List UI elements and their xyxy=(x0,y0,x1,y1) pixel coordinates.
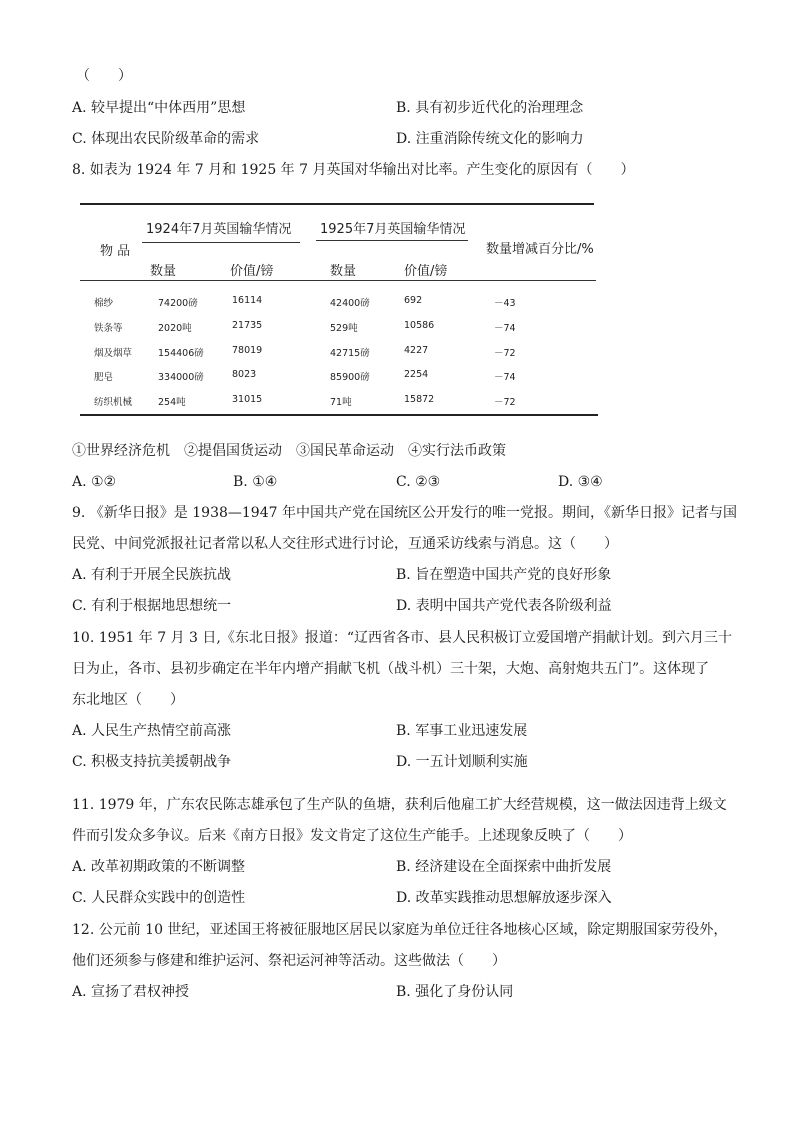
table-group2-underline xyxy=(316,240,468,241)
q8-option-c[interactable]: C. ②③ xyxy=(396,474,441,490)
q8-option-d[interactable]: D. ③④ xyxy=(558,474,603,490)
q10-option-d[interactable]: D. 一五计划顺利实施 xyxy=(396,754,528,770)
cell-change: －43 xyxy=(494,298,516,309)
cell-val-1924: 31015 xyxy=(232,394,263,405)
cell-val-1925: 15872 xyxy=(404,394,435,405)
q10-stem-line1: 10. 1951 年 7 月 3 日,《东北日报》报道：“辽西省各市、县人民积极订立爱国增产捐献计划。到六月三十 xyxy=(72,630,733,646)
q7-option-d[interactable]: D. 注重消除传统文化的影响力 xyxy=(396,131,584,147)
cell-item: 棉纱 xyxy=(94,298,114,309)
cell-qty-1924: 2020吨 xyxy=(158,323,192,334)
cell-qty-1925: 42715磅 xyxy=(330,348,370,359)
table-top-rule xyxy=(80,203,594,205)
table-subheader-val-1925: 价值/镑 xyxy=(404,264,448,279)
cell-change: －74 xyxy=(494,323,516,334)
table-header-rule xyxy=(80,280,596,281)
q8-stem: 8. 如表为 1924 年 7 月和 1925 年 7 月英国对华输出对比率。产生变化的原因有（ ） xyxy=(72,162,635,178)
cell-qty-1925: 529吨 xyxy=(330,323,358,334)
cell-change: －72 xyxy=(494,397,516,408)
q12-stem-line2: 他们还须参与修建和维护运河、祭祀运河神等活动。这些做法（ ） xyxy=(72,953,506,969)
q10-option-a[interactable]: A. 人民生产热情空前高涨 xyxy=(72,723,232,739)
q8-option-b[interactable]: B. ①④ xyxy=(233,474,278,490)
q9-option-a[interactable]: A. 有利于开展全民族抗战 xyxy=(72,567,232,583)
cell-val-1925: 692 xyxy=(404,295,423,306)
q7-paren: （ ） xyxy=(76,68,132,84)
q9-option-c[interactable]: C. 有利于根据地思想统一 xyxy=(72,598,232,614)
q8-option-a[interactable]: A. ①② xyxy=(72,474,117,490)
q7-option-b[interactable]: B. 具有初步近代化的治理理念 xyxy=(396,100,584,116)
q12-stem-line1: 12. 公元前 10 世纪，亚述国王将被征服地区居民以家庭为单位迁往各地核心区域，除定期服国家劳役外， xyxy=(72,922,728,938)
table-group1-underline xyxy=(142,242,300,243)
q10-stem-line3: 东北地区（ ） xyxy=(72,692,184,708)
q8-statements: ①世界经济危机 ②提倡国货运动 ③国民革命运动 ④实行法币政策 xyxy=(72,443,506,459)
cell-qty-1925: 42400磅 xyxy=(330,298,370,309)
q11-option-c[interactable]: C. 人民群众实践中的创造性 xyxy=(72,890,246,906)
cell-val-1925: 2254 xyxy=(404,369,429,380)
cell-qty-1925: 85900磅 xyxy=(330,372,370,383)
q11-option-b[interactable]: B. 经济建设在全面探索中曲折发展 xyxy=(396,859,612,875)
q9-option-b[interactable]: B. 旨在塑造中国共产党的良好形象 xyxy=(396,567,612,583)
cell-qty-1924: 154406磅 xyxy=(158,348,204,359)
cell-qty-1925: 71吨 xyxy=(330,397,352,408)
q10-option-b[interactable]: B. 军事工业迅速发展 xyxy=(396,723,528,739)
cell-val-1924: 8023 xyxy=(232,369,257,380)
q11-option-d[interactable]: D. 改革实践推动思想解放逐步深入 xyxy=(396,890,612,906)
cell-item: 烟及烟草 xyxy=(94,348,133,359)
cell-val-1924: 16114 xyxy=(232,295,263,306)
q12-option-b[interactable]: B. 强化了身份认同 xyxy=(396,984,514,1000)
q9-option-d[interactable]: D. 表明中国共产党代表各阶级利益 xyxy=(396,598,612,614)
table-header-change: 数量增减百分比/% xyxy=(486,242,594,257)
table-bottom-rule xyxy=(80,414,598,416)
cell-change: －74 xyxy=(494,372,516,383)
cell-qty-1924: 334000磅 xyxy=(158,372,204,383)
q8-table xyxy=(80,200,598,418)
table-header-1924: 1924年7月英国输华情况 xyxy=(146,222,292,237)
cell-item: 纺织机械 xyxy=(94,397,133,408)
table-subheader-qty-1924: 数量 xyxy=(150,264,177,279)
table-header-1925: 1925年7月英国输华情况 xyxy=(320,222,466,237)
cell-change: －72 xyxy=(494,348,516,359)
q9-stem-line2: 民党、中间党派报社记者常以私人交往形式进行讨论，互通采访线索与消息。这（ ） xyxy=(72,536,618,552)
cell-val-1924: 21735 xyxy=(232,320,263,331)
q7-option-a[interactable]: A. 较早提出“中体西用”思想 xyxy=(72,100,246,116)
cell-val-1925: 10586 xyxy=(404,320,435,331)
q7-option-c[interactable]: C. 体现出农民阶级革命的需求 xyxy=(72,131,260,147)
cell-val-1925: 4227 xyxy=(404,345,429,356)
cell-item: 铁条等 xyxy=(94,323,123,334)
q11-stem-line1: 11. 1979 年，广东农民陈志雄承包了生产队的鱼塘，获利后他雇工扩大经营规模，这一做法因违背上级文 xyxy=(72,797,727,813)
cell-qty-1924: 254吨 xyxy=(158,397,186,408)
cell-val-1924: 78019 xyxy=(232,345,263,356)
cell-item: 肥皂 xyxy=(94,372,114,383)
q11-option-a[interactable]: A. 改革初期政策的不断调整 xyxy=(72,859,246,875)
q10-option-c[interactable]: C. 积极支持抗美援朝战争 xyxy=(72,754,232,770)
q9-stem-line1: 9. 《新华日报》是 1938—1947 年中国共产党在国统区公开发行的唯一党报。期间，《新华日报》记者与国 xyxy=(72,505,737,521)
table-header-item: 物 品 xyxy=(100,244,131,259)
cell-qty-1924: 74200磅 xyxy=(158,298,198,309)
table-subheader-val-1924: 价值/镑 xyxy=(230,264,274,279)
table-subheader-qty-1925: 数量 xyxy=(330,264,357,279)
q11-stem-line2: 件而引发众多争议。后来《南方日报》发文肯定了这位生产能手。上述现象反映了（ ） xyxy=(72,828,632,844)
q12-option-a[interactable]: A. 宣扬了君权神授 xyxy=(72,984,190,1000)
q10-stem-line2: 日为止，各市、县初步确定在半年内增产捐献飞机（战斗机）三十架，大炮、高射炮共五门”。这体现了 xyxy=(72,661,710,677)
